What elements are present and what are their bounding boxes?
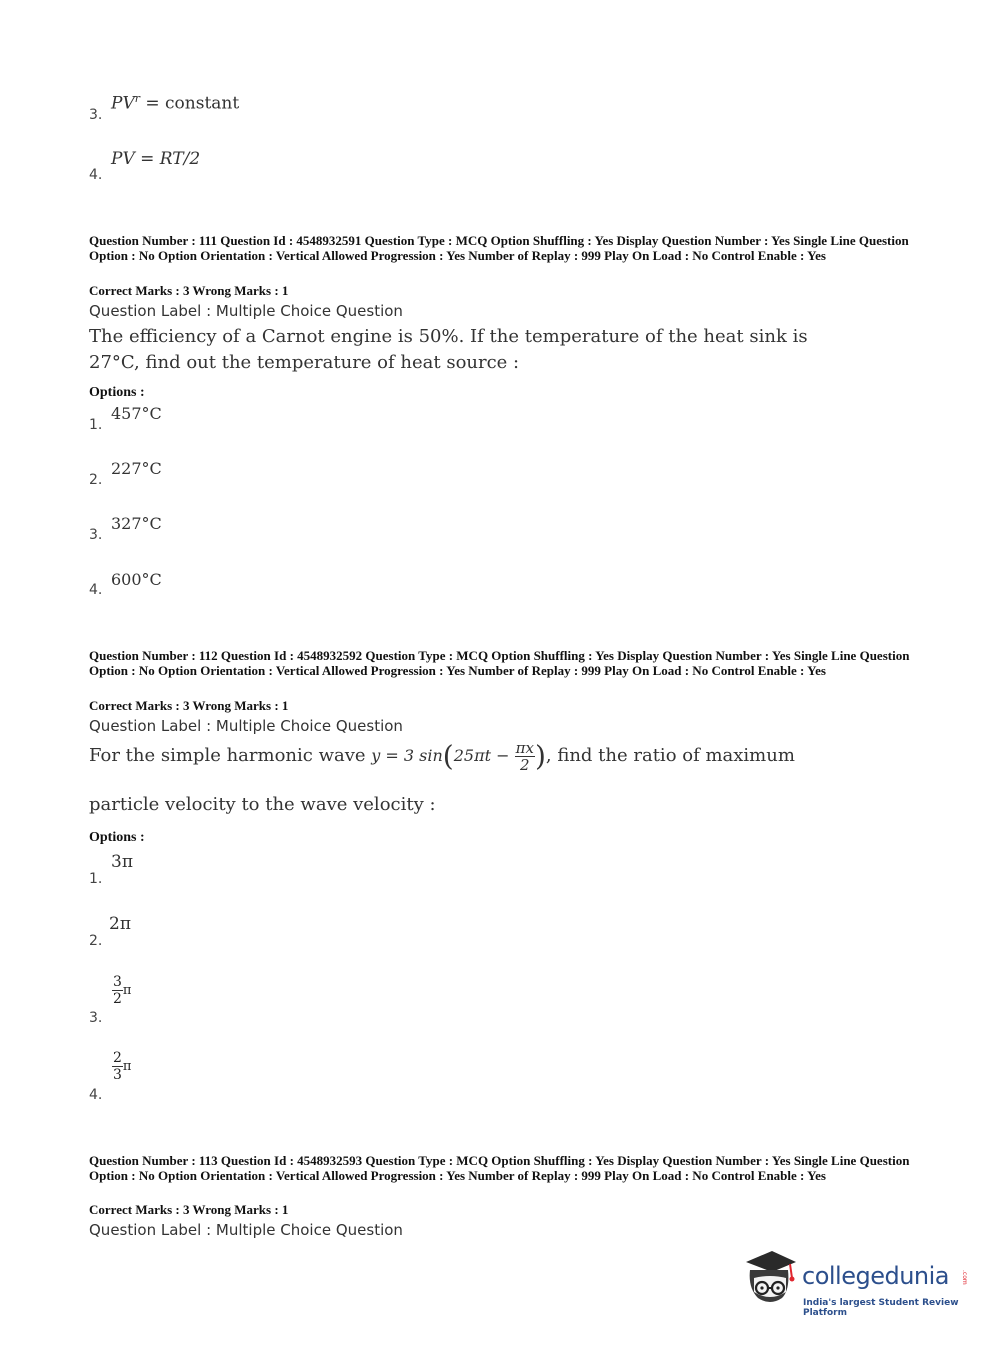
option-equation: $PV^r$ = constant — [111, 92, 240, 114]
brand-name: collegedunia — [802, 1262, 950, 1290]
option-equation: PV = RT/2 — [111, 149, 201, 169]
question-marks: Correct Marks : 3 Wrong Marks : 1 — [89, 698, 289, 713]
question-text: The efficiency of a Carnot engine is 50%. If the temperature of the heat sink is 27°C, find out the temperature of heat source : — [89, 326, 808, 373]
option-value: $\frac{3}{2}$ π — [113, 974, 132, 1007]
mascot-icon — [740, 1248, 800, 1310]
options-header: Options : — [89, 830, 145, 845]
option-number: 3. — [89, 107, 103, 123]
question-text: For the simple harmonic wave y = 3 sin(25πt − $\frac{\pi x}{2}$ ), find the ratio of maximum — [89, 739, 795, 774]
question-text-line2: particle velocity to the wave velocity : — [89, 794, 436, 815]
option-number: 2. — [89, 933, 103, 949]
brand-tagline: India's largest Student Review Platform — [803, 1298, 959, 1318]
question-meta: Question Number : 112 Question Id : 4548932592 Question Type : MCQ Option Shuffling : Yes Display Question Number : Yes Single Line Question Option : No Option Orientation : Vertical Allowed Progression : Yes Number of Replay : 999 Play On Load : No Control Enable : Yes — [89, 648, 910, 678]
option-number: 3. — [89, 527, 103, 543]
question-meta: Question Number : 111 Question Id : 4548932591 Question Type : MCQ Option Shuffling : Yes Display Question Number : Yes Single Line Question Option : No Option Orientation : Vertical Allowed Progression : Yes Number of Replay : 999 Play On Load : No Control Enable : Yes — [89, 233, 909, 263]
options-header: Options : — [89, 385, 145, 400]
equation-fraction: $\frac{\pi x}{2}$ — [515, 739, 534, 774]
brand-suffix: .com — [961, 1270, 968, 1285]
question-meta: Question Number : 113 Question Id : 4548932593 Question Type : MCQ Option Shuffling : Yes Display Question Number : Yes Single Line Question Option : No Option Orientation : Vertical Allowed Progression : Yes Number of Replay : 999 Play On Load : No Control Enable : Yes — [89, 1153, 910, 1183]
question-label: Question Label : Multiple Choice Question — [89, 1221, 403, 1239]
option-number: 1. — [89, 871, 103, 887]
question-marks: Correct Marks : 3 Wrong Marks : 1 — [89, 283, 289, 298]
option-number: 1. — [89, 417, 103, 433]
option-value: 327°C — [111, 514, 162, 533]
option-number: 3. — [89, 1010, 103, 1026]
option-value: 227°C — [111, 459, 162, 478]
question-label: Question Label : Multiple Choice Question — [89, 302, 403, 320]
question-marks: Correct Marks : 3 Wrong Marks : 1 — [89, 1202, 289, 1217]
option-value: $\frac{2}{3}$ π — [113, 1050, 132, 1083]
option-number: 4. — [89, 167, 103, 183]
option-value: 457°C — [111, 404, 162, 423]
option-number: 4. — [89, 1087, 103, 1103]
option-value: 2π — [109, 914, 131, 934]
wave-equation: y = 3 sin(25πt − $\frac{\pi x}{2}$ ) — [371, 739, 546, 774]
question-label: Question Label : Multiple Choice Question — [89, 717, 403, 735]
option-value: 600°C — [111, 570, 162, 589]
option-value: 3π — [111, 852, 133, 872]
option-number: 2. — [89, 472, 103, 488]
option-number: 4. — [89, 582, 103, 598]
